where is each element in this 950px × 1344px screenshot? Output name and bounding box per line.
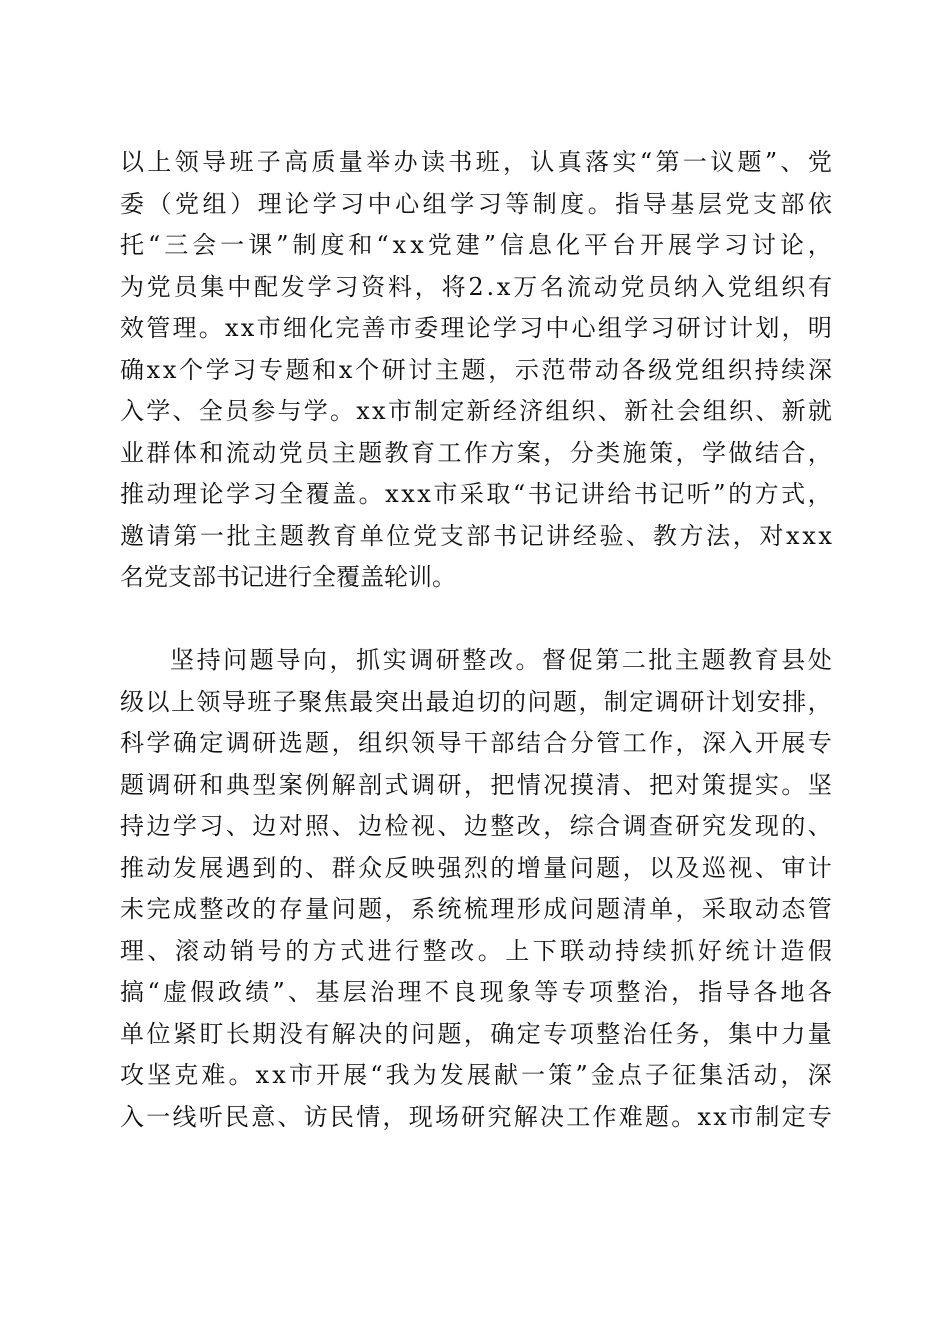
text-line: 委 （ 党 组 ） 理 论 学 习 中 心 组 学 习 等 制 度 。 指 导 基 层 党 支 部 依 bbox=[120, 189, 832, 218]
text-line: 以 上 领 导 班 子 高 质 量 举 办 读 书 班 ， 认 真 落 实 “ 第 一 议 题 ” 、 党 bbox=[120, 148, 832, 176]
text-line: 托 “ 三 会 一 课 ” 制 度 和 “ x x 党 建 ” 信 息 化 平 台 开 展 学 习 讨 论 ， bbox=[120, 231, 832, 259]
paragraph-research-rectification bbox=[120, 640, 832, 1138]
text-line: 入 一 线 听 民 意 、 访 民 情 ， 现 场 研 究 解 决 工 作 难 题 。 x x 市 制 定 专 bbox=[120, 1102, 832, 1131]
text-line: 持 边 学 习 、 边 对 照 、 边 检 视 、 边 整 改 ， 综 合 调 查 研 究 发 现 的 、 bbox=[120, 812, 832, 840]
text-line: 推 动 理 论 学 习 全 覆 盖 。 x x x 市 采 取 “ 书 记 讲 给 书 记 听 ” 的 方 式 ， bbox=[120, 480, 832, 508]
text-line: 理 、 滚 动 销 号 的 方 式 进 行 整 改 。 上 下 联 动 持 续 抓 好 统 计 造 假 bbox=[120, 936, 832, 965]
text-line: 题 调 研 和 典 型 案 例 解 剖 式 调 研 ， 把 情 况 摸 清 、 把 对 策 提 实 。 坚 bbox=[120, 770, 832, 799]
text-line: 业 群 体 和 流 动 党 员 主 题 教 育 工 作 方 案 ， 分 类 施 策 ， 学 做 结 合 ， bbox=[120, 438, 832, 467]
text-line: 推 动 发 展 遇 到 的 、 群 众 反 映 强 烈 的 增 量 问 题 ， 以 及 巡 视 、 审 计 bbox=[120, 853, 832, 882]
text-line: 攻 坚 克 难 。 x x 市 开 展 “ 我 为 发 展 献 一 策 ” 金 点 子 征 集 活 动 ， 深 bbox=[120, 1061, 832, 1089]
text-line: 效 管 理 。 x x 市 细 化 完 善 市 委 理 论 学 习 中 心 组 学 习 研 讨 计 划 ， 明 bbox=[120, 314, 832, 342]
text-line: 未 完 成 整 改 的 存 量 问 题 ， 系 统 梳 理 形 成 问 题 清 单 ， 采 取 动 态 管 bbox=[120, 895, 832, 923]
paragraph-study bbox=[120, 142, 832, 599]
text-line: 搞 “ 虚 假 政 绩 ” 、 基 层 治 理 不 良 现 象 等 专 项 整 治 ， 指 导 各 地 各 bbox=[120, 978, 832, 1006]
text-line: 名党支部书记进行全覆盖轮训。 bbox=[120, 563, 456, 591]
text-line: 科 学 确 定 调 研 选 题 ， 组 织 领 导 干 部 结 合 分 管 工 作 ， 深 入 开 展 专 bbox=[120, 729, 832, 757]
text-line: 坚 持 问 题 导 向 ， 抓 实 调 研 整 改 。 督 促 第 二 批 主 题 教 育 县 处 bbox=[170, 646, 832, 674]
text-line: 为 党 员 集 中 配 发 学 习 资 料 ， 将 2 . x 万 名 流 动 党 员 纳 入 党 组 织 有 bbox=[120, 272, 832, 301]
text-line: 邀 请 第 一 批 主 题 教 育 单 位 党 支 部 书 记 讲 经 验 、 教 方 法 ， 对 x x x bbox=[120, 521, 832, 550]
text-line: 单 位 紧 盯 长 期 没 有 解 决 的 问 题 ， 确 定 专 项 整 治 任 务 ， 集 中 力 量 bbox=[120, 1019, 832, 1048]
text-line: 确 x x 个 学 习 专 题 和 x 个 研 讨 主 题 ， 示 范 带 动 各 级 党 组 织 持 续 深 bbox=[120, 355, 832, 384]
text-line: 入 学 、 全 员 参 与 学 。 x x 市 制 定 新 经 济 组 织 、 新 社 会 组 织 、 新 就 bbox=[120, 397, 832, 425]
text-line: 级 以 上 领 导 班 子 聚 焦 最 突 出 最 迫 切 的 问 题 ， 制 定 调 研 计 划 安 排 ， bbox=[120, 687, 832, 716]
